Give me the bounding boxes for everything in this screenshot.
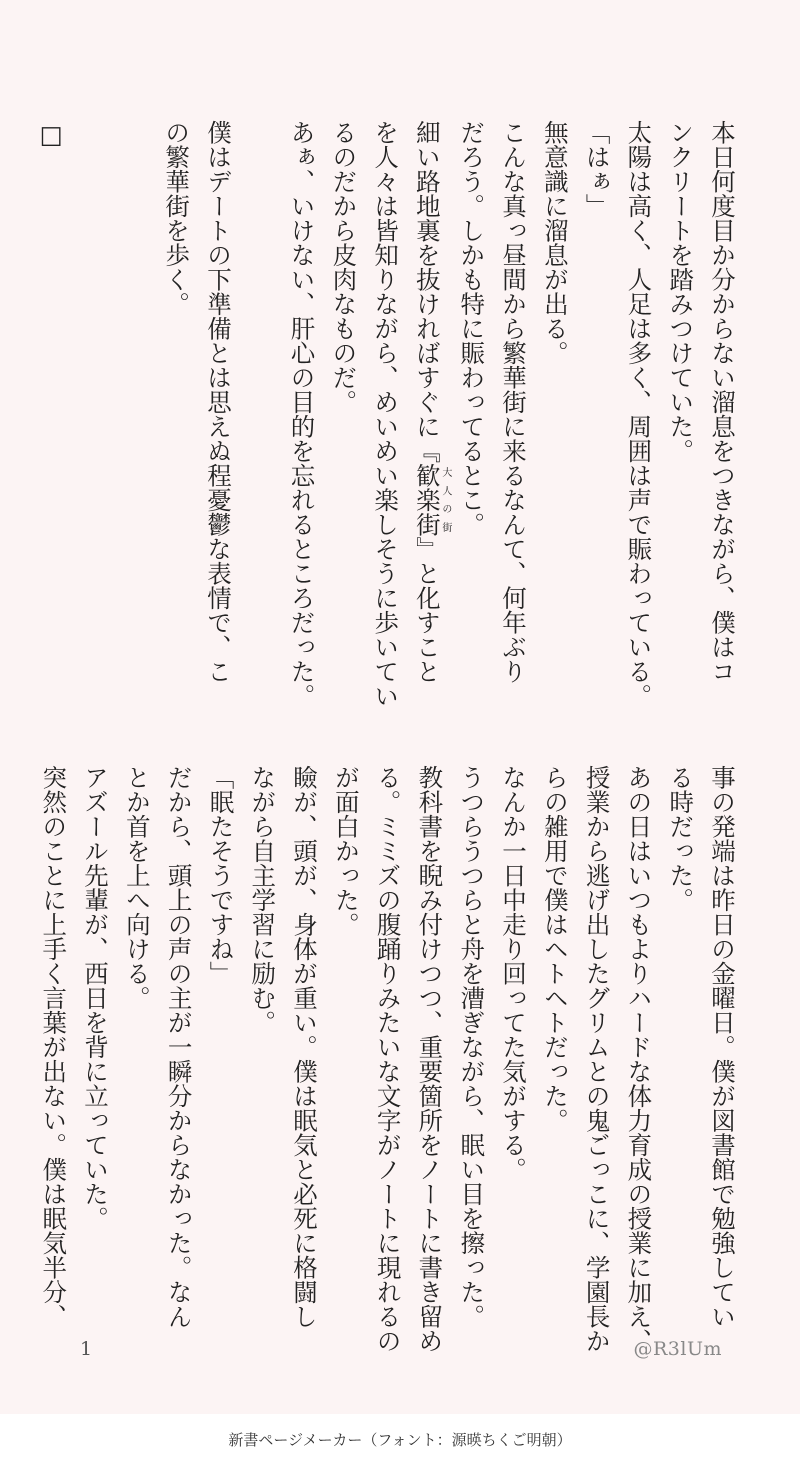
text-line: る。ミミズの腹踊りみたいな文字がノートに現れるの [373, 765, 403, 1353]
text-line: こんな真っ昼間から繁華街に来るなんて、何年ぶり [499, 120, 529, 684]
text-line: だから、頭上の声の主が一瞬分からなかった。なん [164, 765, 194, 1329]
text-line: 太陽は高く、人足は多く、周囲は声で賑わっている。 [624, 120, 654, 708]
text-line: アズール先輩が、西日を背に立っていた。 [81, 765, 111, 1231]
text-line [114, 120, 156, 680]
text-line: 細い路地裏を抜ければすぐに『歓楽街大人の街』と化すこと [412, 120, 451, 684]
text-line: 「眠たそうですね」 [206, 765, 236, 986]
text-line: が面白かった。 [331, 765, 361, 937]
text-line: 「はぁ」 [582, 120, 612, 218]
author-handle: @R3lUm [633, 1338, 722, 1360]
text-line: の繁華街を歩く。 [162, 120, 192, 316]
text-line: 授業から逃げ出したグリムとの鬼ごっこに、学園長か [582, 765, 612, 1353]
text-line: るのだから皮肉なものだ。 [329, 120, 359, 414]
text-line: ンクリートを踏みつけていた。 [666, 120, 696, 463]
text-line: □ [36, 120, 66, 149]
text-line: 教科書を睨み付けつつ、重要箇所をノートに書き留め [415, 765, 445, 1353]
text-line [239, 120, 281, 680]
text-line: を人々は皆知りながら、めいめい楽しそうに歩いてい [371, 120, 401, 708]
text-line: 無意識に溜息が出る。 [540, 120, 570, 365]
text-line: 事の発端は昨日の金曜日。僕が図書館で勉強してい [708, 765, 737, 1329]
text-line: る時だった。 [666, 765, 696, 912]
page-number: 1 [80, 1338, 93, 1360]
text-line: 瞼が、頭が、身体が重い。僕は眠気と必死に格闘し [290, 765, 320, 1329]
text-line: だろう。しかも特に賑わってるとこ。 [457, 120, 487, 537]
text-line: うつらうつらと舟を漕ぎながら、眠い目を擦った。 [457, 765, 487, 1329]
text-line: 本日何度目か分からない溜息をつきながら、僕はコ [708, 120, 737, 684]
text-line: なんか一日中走り回ってた気がする。 [499, 765, 529, 1182]
text-line: 突然のことに上手く言葉が出ない。僕は眠気半分、 [39, 765, 69, 1329]
footer-credit: 新書ページメーカー（フォント：源暎ちくご明朝） [0, 1414, 800, 1465]
text-line: 僕はデートの下準備とは思えぬ程憂鬱な表情で、こ [203, 120, 233, 684]
text-line: らの雑用で僕はヘトヘトだった。 [540, 765, 570, 1133]
text-line: あの日はいつもよりハードな体力育成の授業に加え、 [624, 765, 654, 1353]
text-line: とか首を上へ向ける。 [122, 765, 152, 1010]
text-line: ながら自主学習に励む。 [248, 765, 278, 1035]
text-line [72, 120, 114, 680]
ruby-annotation: 歓楽街大人の街 [412, 463, 451, 537]
text-block-top [30, 120, 743, 708]
text-line: あぁ、いけない、肝心の目的を忘れるところだった。 [287, 120, 317, 708]
